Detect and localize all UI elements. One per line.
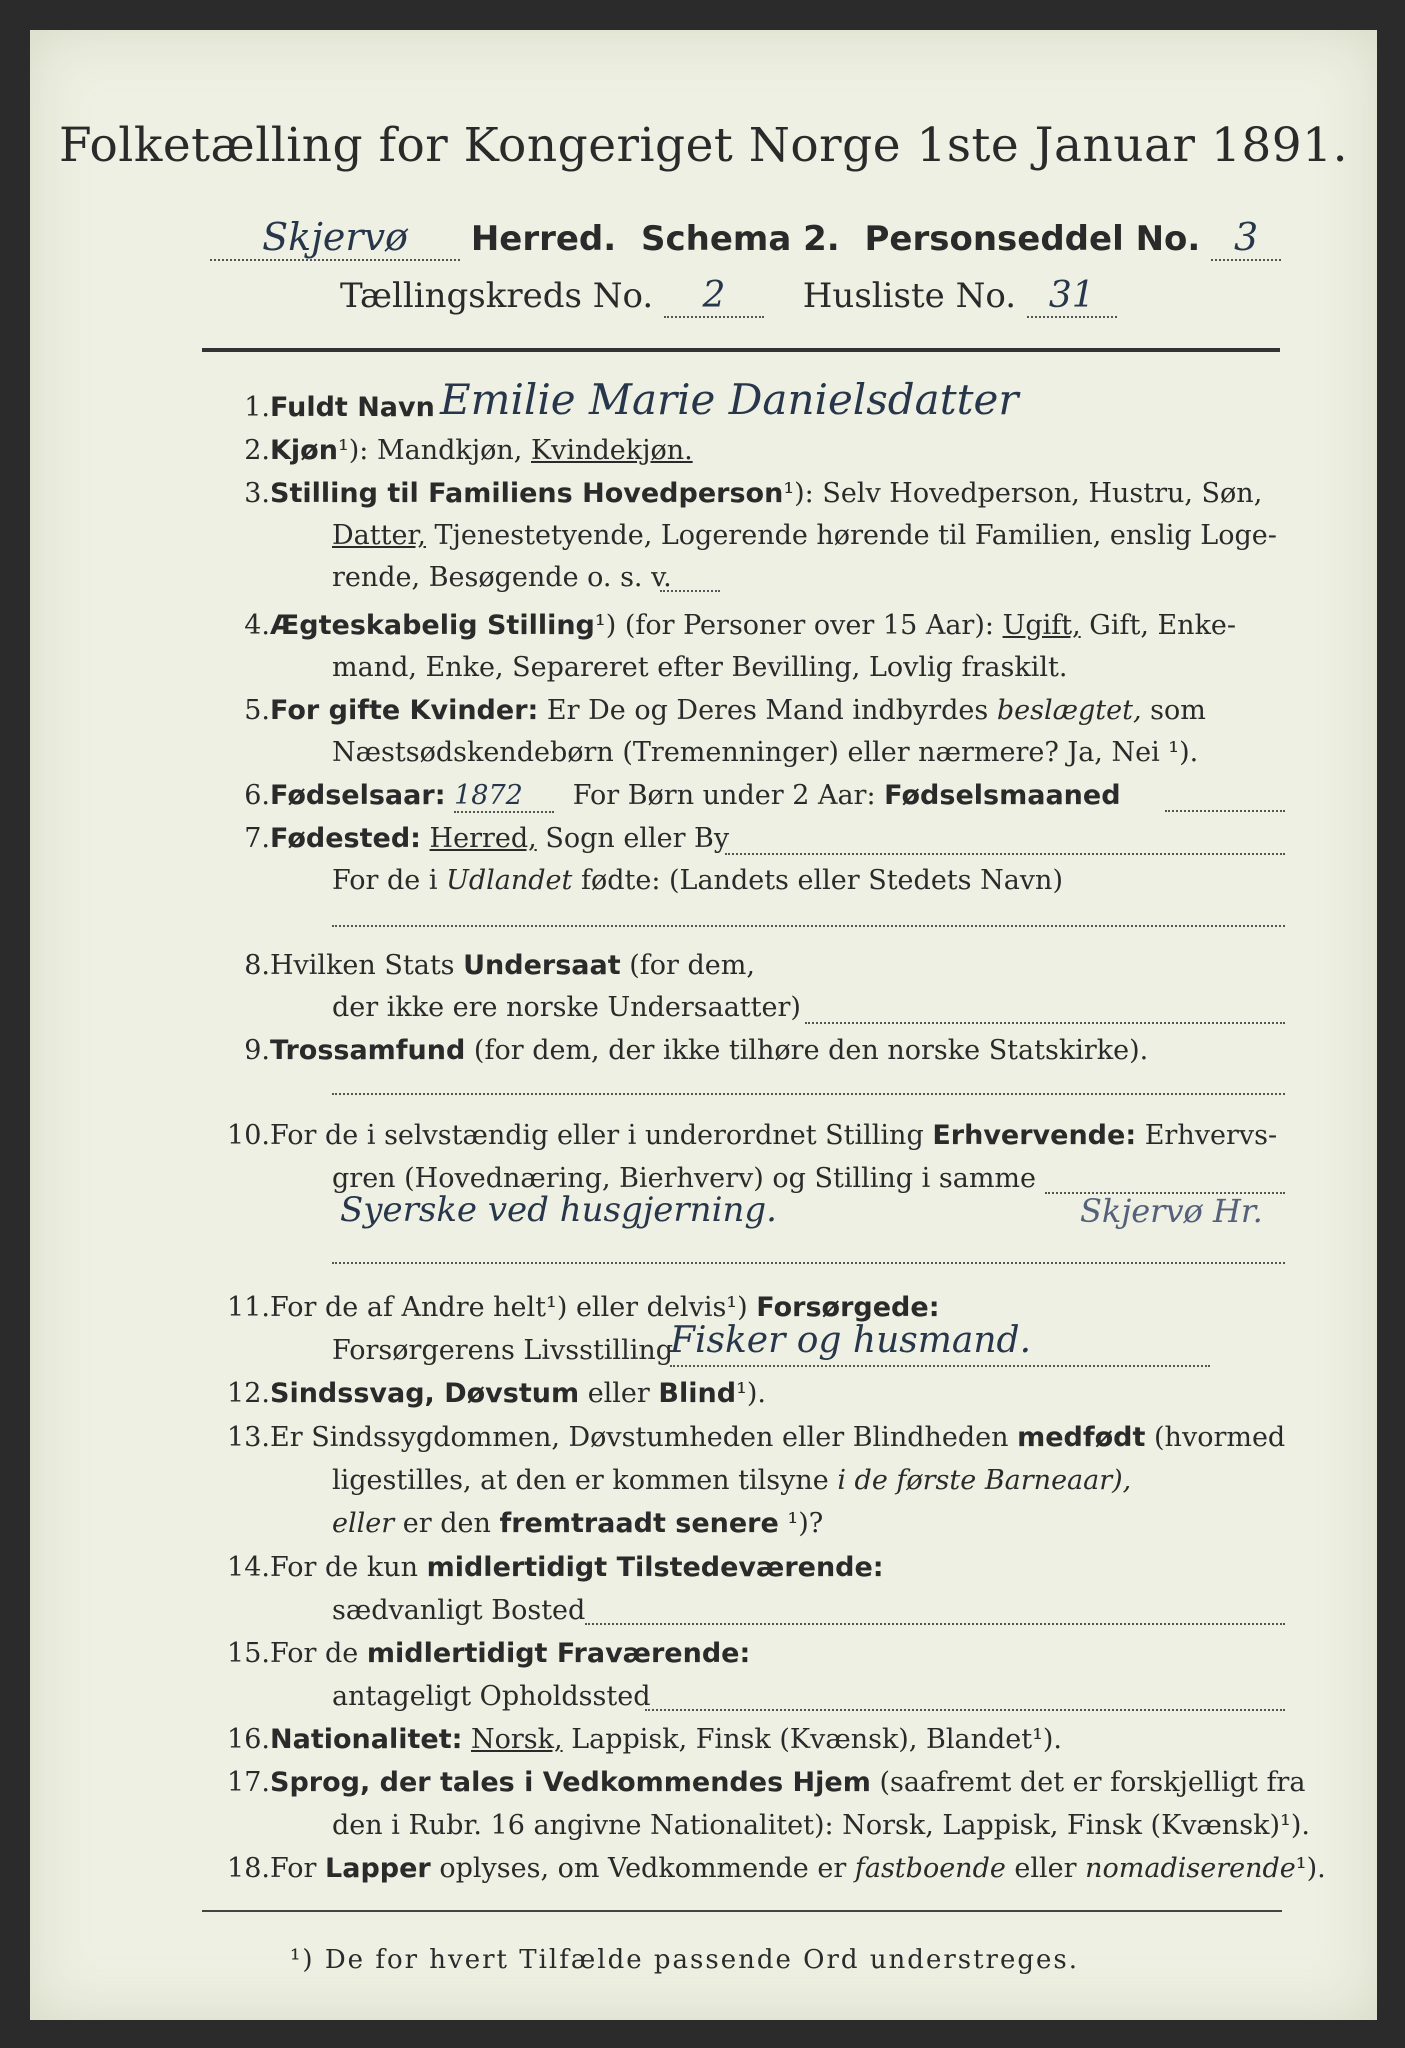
q3-line2: Datter, Tjenestetyende, Logerende hørende til Familien, enslig Loge-	[332, 520, 1277, 551]
q10-place-value: Skjervø Hr.	[1080, 1192, 1263, 1230]
herred-value: Skjervø	[210, 215, 460, 261]
q8-line2: der ikke ere norske Undersaatter)	[332, 992, 801, 1023]
q15-text: For de midlertidigt Fraværende:	[270, 1638, 751, 1669]
q14-line2: sædvanligt Bosted	[332, 1595, 586, 1626]
item-number: 7.	[244, 823, 270, 854]
herred-line	[210, 215, 1281, 261]
item-number: 5.	[244, 695, 270, 726]
personseddel-label: Personseddel No.	[864, 219, 1201, 259]
q1-name-value: Emilie Marie Danielsdatter	[440, 375, 1019, 424]
schema-label: Schema 2.	[641, 219, 840, 259]
item-number: 9.	[244, 1035, 270, 1066]
item-number: 10.	[227, 1120, 270, 1151]
herred-label: Herred.	[470, 219, 617, 259]
q11-dotline	[670, 1365, 1210, 1367]
q13-text: Er Sindssygdommen, Døvstumheden eller Blindheden medfødt (hvormed	[270, 1422, 1286, 1453]
item-number: 16.	[227, 1724, 270, 1755]
item-number: 13.	[227, 1422, 270, 1453]
q3-dotline	[660, 590, 720, 592]
q15-dotline	[645, 1709, 1285, 1711]
item-number: 11.	[227, 1292, 270, 1323]
q10-line2: gren (Hovednæring, Bierhverv) og Stilling i samme	[332, 1163, 1037, 1194]
q4-text: Ægteskabelig Stilling¹) (for Personer over 15 Aar): Ugift, Gift, Enke-	[270, 610, 1237, 641]
q8-text: Hvilken Stats Undersaat (for dem,	[270, 950, 755, 981]
footer-rule	[202, 1910, 1282, 1912]
q11-provider-value: Fisker og husmand.	[670, 1320, 1032, 1361]
q1-label: Fuldt Navn	[270, 392, 435, 423]
item-number: 6.	[244, 780, 270, 811]
form-title: Folketælling for Kongeriget Norge 1ste Januar 1891.	[58, 118, 1349, 173]
q10-occupation-value: Syerske ved husgjerning.	[340, 1190, 777, 1230]
item-number: 1.	[244, 392, 270, 423]
q7-dotline2	[332, 925, 1285, 927]
item-number: 2.	[244, 435, 270, 466]
personseddel-value: 3	[1211, 215, 1281, 261]
footnote: ¹) De for hvert Tilfælde passende Ord understreges.	[290, 1945, 1080, 1975]
q13-line3: eller er den fremtraadt senere ¹)?	[332, 1508, 824, 1539]
q17-text: Sprog, der tales i Vedkommendes Hjem (saafremt det er forskjelligt fra	[270, 1767, 1306, 1798]
item-number: 8.	[244, 950, 270, 981]
q3-text: Stilling til Familiens Hovedperson¹): Selv Hovedperson, Hustru, Søn,	[270, 478, 1263, 509]
q17-line2: den i Rubr. 16 angivne Nationalitet): Norsk, Lappisk, Finsk (Kvænsk)¹).	[332, 1810, 1310, 1841]
q15-line2: antageligt Opholdssted	[332, 1681, 651, 1712]
q7-line2: For de i Udlandet fødte: (Landets eller Stedets Navn)	[332, 865, 1063, 896]
q6-text: Fødselsaar: 1872 For Børn under 2 Aar: Fødselsmaaned	[270, 780, 1121, 811]
header-rule	[202, 348, 1280, 352]
q7-dotline	[725, 853, 1285, 855]
q12-text: Sindssvag, Døvstum eller Blind¹).	[270, 1378, 767, 1409]
q11-text: For de af Andre helt¹) eller delvis¹) Forsørgede:	[270, 1292, 940, 1323]
q4-line2: mand, Enke, Separeret efter Bevilling, Lovlig fraskilt.	[332, 652, 1068, 683]
q3-line3: rende, Besøgende o. s. v.	[332, 562, 672, 593]
husliste-value: 31	[1027, 275, 1117, 318]
kreds-line	[340, 275, 1117, 318]
item-number: 12.	[227, 1378, 270, 1409]
kreds-value: 2	[664, 275, 764, 318]
q16-text: Nationalitet: Norsk, Lappisk, Finsk (Kvænsk), Blandet¹).	[270, 1724, 1063, 1755]
kreds-label: Tællingskreds No.	[340, 276, 654, 316]
q10-text: For de i selvstændig eller i underordnet Stilling Erhvervende: Erhvervs-	[270, 1120, 1278, 1151]
q5-text: For gifte Kvinder: Er De og Deres Mand indbyrdes beslægtet, som	[270, 695, 1206, 726]
q10-dotline2	[332, 1262, 1285, 1264]
q18-text: For Lapper oplyses, om Vedkommende er fastboende eller nomadiserende¹).	[270, 1853, 1326, 1884]
q14-text: For de kun midlertidigt Tilstedeværende:	[270, 1552, 884, 1583]
census-form	[30, 30, 1377, 2020]
q11-line2: Forsørgerens Livsstilling	[332, 1335, 674, 1366]
q14-dotline	[585, 1623, 1285, 1625]
q8-dotline	[805, 1022, 1285, 1024]
q5-line2: Næstsødskendebørn (Tremenninger) eller nærmere? Ja, Nei ¹).	[332, 737, 1199, 768]
item-number: 3.	[244, 478, 270, 509]
q13-line2: ligestilles, at den er kommen tilsyne i de første Barneaar),	[332, 1465, 1132, 1496]
q2-text: Kjøn¹): Mandkjøn, Kvindekjøn.	[270, 435, 693, 466]
item-number: 4.	[244, 610, 270, 641]
item-number: 18.	[227, 1853, 270, 1884]
q7-text: Fødested: Herred, Sogn eller By	[270, 823, 730, 854]
q9-text: Trossamfund (for dem, der ikke tilhøre den norske Statskirke).	[270, 1035, 1149, 1066]
item-number: 15.	[227, 1638, 270, 1669]
q6-dotline	[1165, 810, 1285, 812]
q9-dotline	[332, 1093, 1285, 1095]
item-number: 14.	[227, 1552, 270, 1583]
item-number: 17.	[227, 1767, 270, 1798]
husliste-label: Husliste No.	[802, 276, 1016, 316]
